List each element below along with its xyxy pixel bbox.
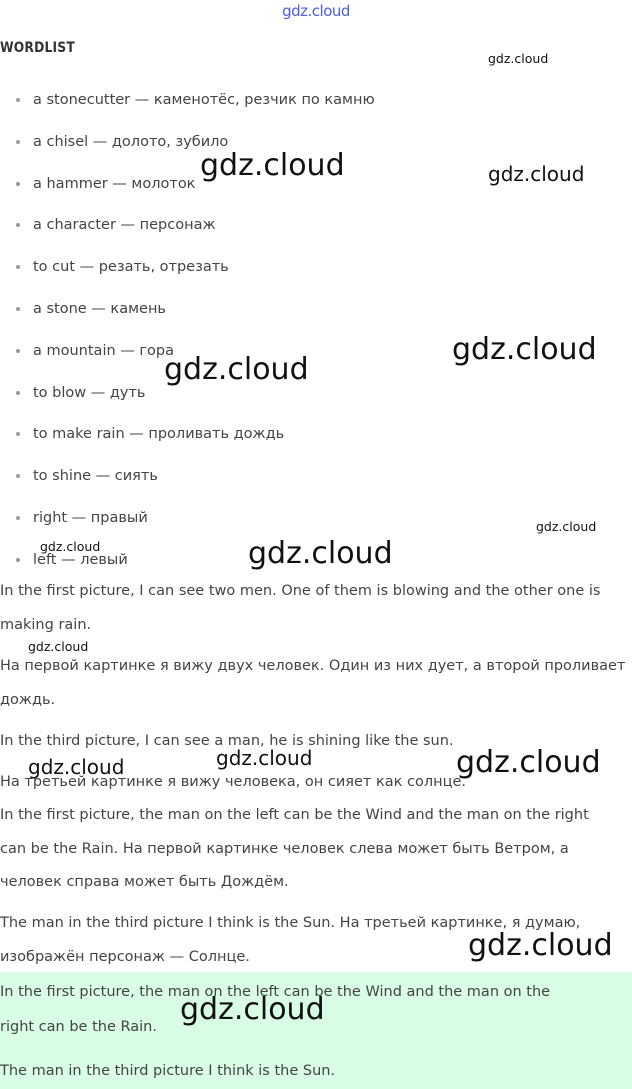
bullet-icon <box>16 223 20 227</box>
wordlist-entry: a chisel — долото, зубило <box>33 133 229 150</box>
paragraph-first-picture-en <box>0 575 632 642</box>
bullet-icon <box>16 516 20 520</box>
wordlist-entry: right — правый <box>33 509 148 526</box>
paragraph-characters <box>0 799 632 900</box>
watermark: gdz.cloud <box>28 755 125 779</box>
watermark: gdz.cloud <box>452 332 597 367</box>
wordlist-entry: a character — персонаж <box>33 217 216 234</box>
bullet-icon <box>16 98 20 102</box>
wordlist-entry: a stone — камень <box>33 300 166 317</box>
text-line: In the first picture, the man on the left can be the Wind and the man on the right <box>0 807 589 823</box>
paragraph-first-picture-ru <box>0 650 632 717</box>
bullet-icon <box>16 474 20 478</box>
text-line: In the first picture, I can see two men. One of them is blowing and the other one is <box>0 583 601 599</box>
text-line: дождь. <box>0 691 56 708</box>
text-line: На третьей картинке я вижу человека, он сияет как солнце. <box>0 774 466 790</box>
watermark: gdz.cloud <box>164 352 309 387</box>
watermark: gdz.cloud <box>28 639 89 654</box>
bullet-icon <box>16 432 20 436</box>
bullet-icon <box>16 307 20 311</box>
watermark: gdz.cloud <box>180 992 325 1027</box>
watermark: gdz.cloud <box>456 745 601 780</box>
list-item <box>0 246 632 288</box>
bullet-icon <box>16 349 20 353</box>
bullet-icon <box>16 182 20 186</box>
list-item <box>0 372 632 414</box>
list-item <box>0 455 632 497</box>
wordlist-entry: a mountain — гора <box>33 342 174 359</box>
bullet-icon <box>16 391 20 395</box>
text-line: The man in the third picture I think is the Sun. На третьей картинке, я думаю, <box>0 915 581 931</box>
text-line: making rain. <box>0 616 92 633</box>
text-line: человек справа может быть Дождём. <box>0 874 289 890</box>
wordlist-entry: to shine — сиять <box>33 468 158 485</box>
watermark: gdz.cloud <box>248 536 393 571</box>
watermark: gdz.cloud <box>216 746 313 770</box>
watermark: gdz.cloud <box>200 148 345 183</box>
wordlist-entry: left — левый <box>33 551 128 568</box>
text-line: can be the Rain. На первой картинке человек слева может быть Ветром, а <box>0 840 569 857</box>
list-item <box>0 413 632 455</box>
watermark: gdz.cloud <box>468 928 613 963</box>
text-line: изображён персонаж — Солнце. <box>0 948 250 965</box>
wordlist-entry: to cut — резать, отрезать <box>33 259 229 276</box>
answer-paragraph-sun <box>0 1055 632 1089</box>
text-line: На первой картинке я вижу двух человек. Один из них дует, а второй проливает <box>0 658 626 674</box>
site-logo[interactable]: gdz.cloud <box>282 2 350 20</box>
text-line: In the third picture, I can see a man, he is shining like the sun. <box>0 733 454 749</box>
wordlist-entry: to make rain — проливать дождь <box>33 426 285 443</box>
bullet-icon <box>16 265 20 269</box>
watermark: gdz.cloud <box>488 51 549 66</box>
text-line: right can be the Rain. <box>0 1019 157 1035</box>
wordlist-entry: a hammer — молоток <box>33 175 196 192</box>
watermark: gdz.cloud <box>40 539 101 554</box>
wordlist-entry: a stonecutter — каменотёс, резчик по камню <box>33 92 375 108</box>
text-line: In the first picture, the man on the left can be the Wind and the man on the <box>0 984 551 1000</box>
list-item <box>0 288 632 330</box>
text-line: The man in the third picture I think is the Sun. <box>0 1063 336 1079</box>
bullet-icon <box>16 558 20 562</box>
list-item <box>0 79 632 121</box>
wordlist-heading: WORDLIST <box>0 40 75 56</box>
watermark: gdz.cloud <box>488 162 585 186</box>
wordlist-entry: to blow — дуть <box>33 384 146 401</box>
bullet-icon <box>16 140 20 144</box>
list-item <box>0 204 632 246</box>
watermark: gdz.cloud <box>536 519 597 534</box>
